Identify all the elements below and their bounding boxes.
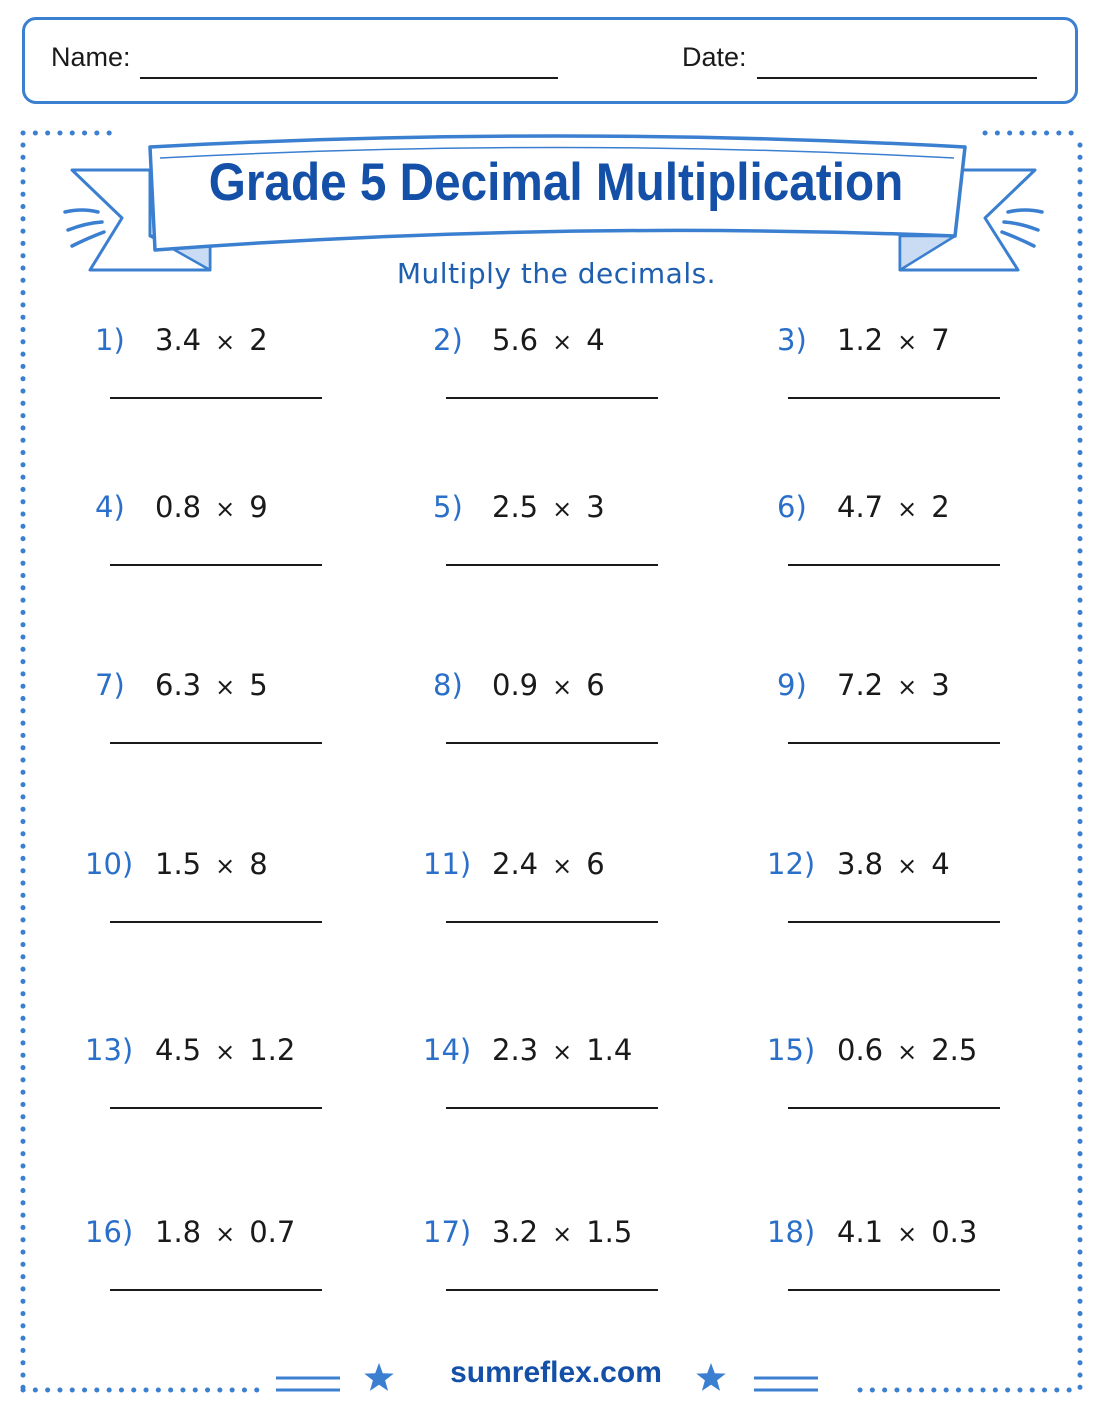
times-sign: ×	[897, 673, 918, 701]
problem-expression	[492, 1033, 632, 1067]
answer-line[interactable]	[788, 397, 1000, 399]
problem-expression	[492, 668, 605, 702]
problem-expression	[837, 847, 950, 881]
problem-item	[85, 1033, 385, 1143]
problem-item	[423, 847, 723, 957]
problem-expression	[155, 1033, 295, 1067]
star-icon	[364, 1363, 393, 1391]
factor-b: 3	[931, 668, 950, 702]
times-sign: ×	[552, 495, 573, 523]
factor-a: 4.7	[837, 490, 884, 524]
problem-number: 13)	[85, 1033, 134, 1067]
answer-line[interactable]	[788, 1289, 1000, 1291]
factor-b: 1.4	[586, 1033, 633, 1067]
factor-a: 6.3	[155, 668, 202, 702]
factor-a: 5.6	[492, 323, 539, 357]
factor-a: 3.4	[155, 323, 202, 357]
answer-line[interactable]	[110, 921, 322, 923]
factor-b: 0.7	[249, 1215, 296, 1249]
factor-b: 6	[586, 668, 605, 702]
answer-line[interactable]	[110, 1289, 322, 1291]
times-sign: ×	[552, 1220, 573, 1248]
name-label: Name:	[51, 42, 131, 72]
times-sign: ×	[552, 673, 573, 701]
times-sign: ×	[897, 1038, 918, 1066]
problem-number: 7)	[95, 668, 125, 702]
problem-expression	[837, 1033, 977, 1067]
factor-b: 8	[249, 847, 268, 881]
star-icon	[696, 1363, 725, 1391]
times-sign: ×	[215, 673, 236, 701]
factor-b: 2	[249, 323, 268, 357]
problem-expression	[837, 1215, 977, 1249]
problem-number: 5)	[433, 490, 463, 524]
times-sign: ×	[215, 495, 236, 523]
answer-line[interactable]	[788, 564, 1000, 566]
factor-a: 3.2	[492, 1215, 539, 1249]
times-sign: ×	[897, 495, 918, 523]
problem-number: 16)	[85, 1215, 134, 1249]
factor-a: 1.8	[155, 1215, 202, 1249]
factor-b: 2	[931, 490, 950, 524]
problem-item	[95, 490, 395, 600]
answer-line[interactable]	[446, 1289, 658, 1291]
factor-b: 5	[249, 668, 268, 702]
problem-number: 10)	[85, 847, 134, 881]
problem-number: 2)	[433, 323, 463, 357]
answer-line[interactable]	[446, 397, 658, 399]
times-sign: ×	[897, 1220, 918, 1248]
factor-b: 2.5	[931, 1033, 978, 1067]
problem-expression	[155, 1215, 295, 1249]
problem-number: 1)	[95, 323, 125, 357]
problem-item	[777, 668, 1077, 778]
problem-item	[767, 847, 1067, 957]
problem-number: 8)	[433, 668, 463, 702]
times-sign: ×	[215, 852, 236, 880]
worksheet-instructions: Multiply the decimals.	[396, 257, 717, 290]
factor-a: 3.8	[837, 847, 884, 881]
problem-number: 14)	[423, 1033, 472, 1067]
factor-b: 7	[931, 323, 950, 357]
problem-number: 11)	[423, 847, 472, 881]
factor-a: 2.4	[492, 847, 539, 881]
problem-expression	[492, 323, 605, 357]
times-sign: ×	[215, 1220, 236, 1248]
problem-expression	[155, 490, 268, 524]
problem-item	[433, 490, 733, 600]
answer-line[interactable]	[788, 742, 1000, 744]
times-sign: ×	[552, 852, 573, 880]
problem-item	[777, 323, 1077, 433]
answer-line[interactable]	[110, 1107, 322, 1109]
answer-line[interactable]	[788, 1107, 1000, 1109]
answer-line[interactable]	[788, 921, 1000, 923]
problem-item	[767, 1215, 1067, 1325]
problem-item	[85, 847, 385, 957]
factor-b: 1.5	[586, 1215, 633, 1249]
problem-item	[95, 323, 395, 433]
times-sign: ×	[897, 852, 918, 880]
problem-number: 6)	[777, 490, 807, 524]
problem-item	[433, 323, 733, 433]
problem-item	[767, 1033, 1067, 1143]
times-sign: ×	[897, 328, 918, 356]
answer-line[interactable]	[446, 564, 658, 566]
factor-a: 7.2	[837, 668, 884, 702]
problem-item	[423, 1033, 723, 1143]
factor-a: 4.1	[837, 1215, 884, 1249]
factor-b: 4	[931, 847, 950, 881]
problem-number: 4)	[95, 490, 125, 524]
problem-expression	[492, 490, 605, 524]
problem-expression	[492, 1215, 632, 1249]
problem-item	[423, 1215, 723, 1325]
date-label: Date:	[682, 42, 747, 72]
factor-b: 4	[586, 323, 605, 357]
problem-number: 3)	[777, 323, 807, 357]
worksheet-title: Grade 5 Decimal Multiplication	[208, 153, 904, 212]
factor-a: 4.5	[155, 1033, 202, 1067]
factor-a: 1.2	[837, 323, 884, 357]
problem-number: 12)	[767, 847, 816, 881]
problem-expression	[837, 490, 950, 524]
problem-number: 15)	[767, 1033, 816, 1067]
problem-number: 18)	[767, 1215, 816, 1249]
factor-a: 1.5	[155, 847, 202, 881]
answer-line[interactable]	[110, 742, 322, 744]
times-sign: ×	[552, 1038, 573, 1066]
answer-line[interactable]	[446, 742, 658, 744]
factor-a: 2.3	[492, 1033, 539, 1067]
problem-number: 9)	[777, 668, 807, 702]
problem-number: 17)	[423, 1215, 472, 1249]
factor-a: 0.6	[837, 1033, 884, 1067]
times-sign: ×	[215, 328, 236, 356]
factor-b: 0.3	[931, 1215, 978, 1249]
answer-line[interactable]	[446, 921, 658, 923]
factor-a: 0.9	[492, 668, 539, 702]
factor-b: 3	[586, 490, 605, 524]
footer-site: sumreflex.com	[450, 1356, 662, 1389]
problem-item	[433, 668, 733, 778]
times-sign: ×	[552, 328, 573, 356]
problem-item	[777, 490, 1077, 600]
answer-line[interactable]	[446, 1107, 658, 1109]
factor-b: 6	[586, 847, 605, 881]
answer-line[interactable]	[110, 564, 322, 566]
factor-b: 1.2	[249, 1033, 296, 1067]
problem-item	[85, 1215, 385, 1325]
problem-expression	[155, 668, 268, 702]
problem-expression	[837, 323, 950, 357]
problem-item	[95, 668, 395, 778]
problem-expression	[837, 668, 950, 702]
factor-b: 9	[249, 490, 268, 524]
times-sign: ×	[215, 1038, 236, 1066]
factor-a: 2.5	[492, 490, 539, 524]
answer-line[interactable]	[110, 397, 322, 399]
problem-expression	[155, 323, 268, 357]
problem-expression	[492, 847, 605, 881]
factor-a: 0.8	[155, 490, 202, 524]
problem-expression	[155, 847, 268, 881]
